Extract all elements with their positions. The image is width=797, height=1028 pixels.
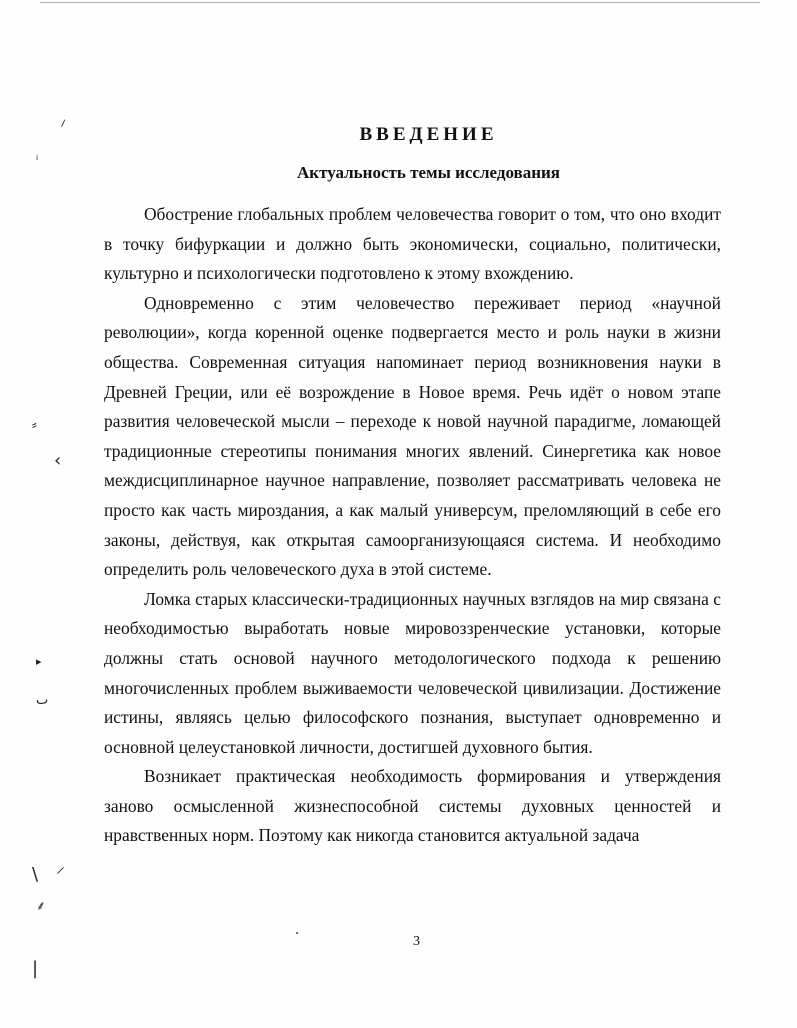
paragraph: Возникает практическая необходимость формирования и утверждения заново осмысленной жизнеспособной системы духовных ценностей и нравственных норм. Поэтому как никогда становится актуальной задача [104, 766, 721, 846]
scan-artifact-mark: ▸ [36, 655, 42, 668]
scan-artifact-mark: ٮ [36, 693, 49, 708]
paragraph: Обострение глобальных проблем человечества говорит о том, что оно входит в точку бифуркации и должно быть экономически, социально, политически, культурно и психологически подготовлено к этому вхождению. [104, 204, 721, 284]
section-subheading: Актуальность темы исследования [297, 163, 560, 182]
scan-artifact-mark: ⸝ [54, 109, 69, 130]
scan-artifact-mark: | [32, 958, 39, 979]
scan-artifact-mark: ‹ [54, 450, 62, 471]
paragraph: Одновременно с этим человечество переживает период «научной революции», когда коренной оценке подвергается место и роль науки в жизни общества. Современная ситуация напоминает период возникновения науки в Древней Греции, или её возрождение в Новое время. Речь идёт о новом этапе развития человеческой мысли – переходе к новой научной парадигме, ломающей традиционные стереотипы понимания многих явлений. Синергетика как новое междисциплинарное научное направление, позволяет рассматривать человека не просто как часть мироздания, а как малый универсум, преломляющий в себе его законы, действуя, как открытая самоорганизующаяся система. И необходимо определить роль человеческого духа в этой системе. [104, 292, 721, 580]
section-heading: ВВЕДЕНИЕ [359, 124, 498, 145]
scan-artifact-mark: \ [32, 864, 39, 885]
paragraph: Ломка старых классически-традиционных научных взглядов на мир связана с необходимостью выработать новые мировоззренческие установки, которые должны стать основой научного методологического подхода к решению многочисленных проблем выживаемости человеческой цивилизации. Достижение истины, являясь целью философского познания, выступает одновременно и основной целеустановкой личности, достигшей духовного бытия. [104, 588, 721, 757]
scan-artifact-mark: ⸍ [56, 864, 65, 885]
body-text [104, 200, 721, 851]
page-number: 3 [413, 934, 420, 949]
scan-artifact-mark: ⸙ [36, 899, 46, 914]
scan-artifact-mark: ᵢ [36, 149, 39, 163]
scan-top-edge [40, 2, 760, 3]
scan-artifact-mark: ⸗ [32, 417, 37, 433]
